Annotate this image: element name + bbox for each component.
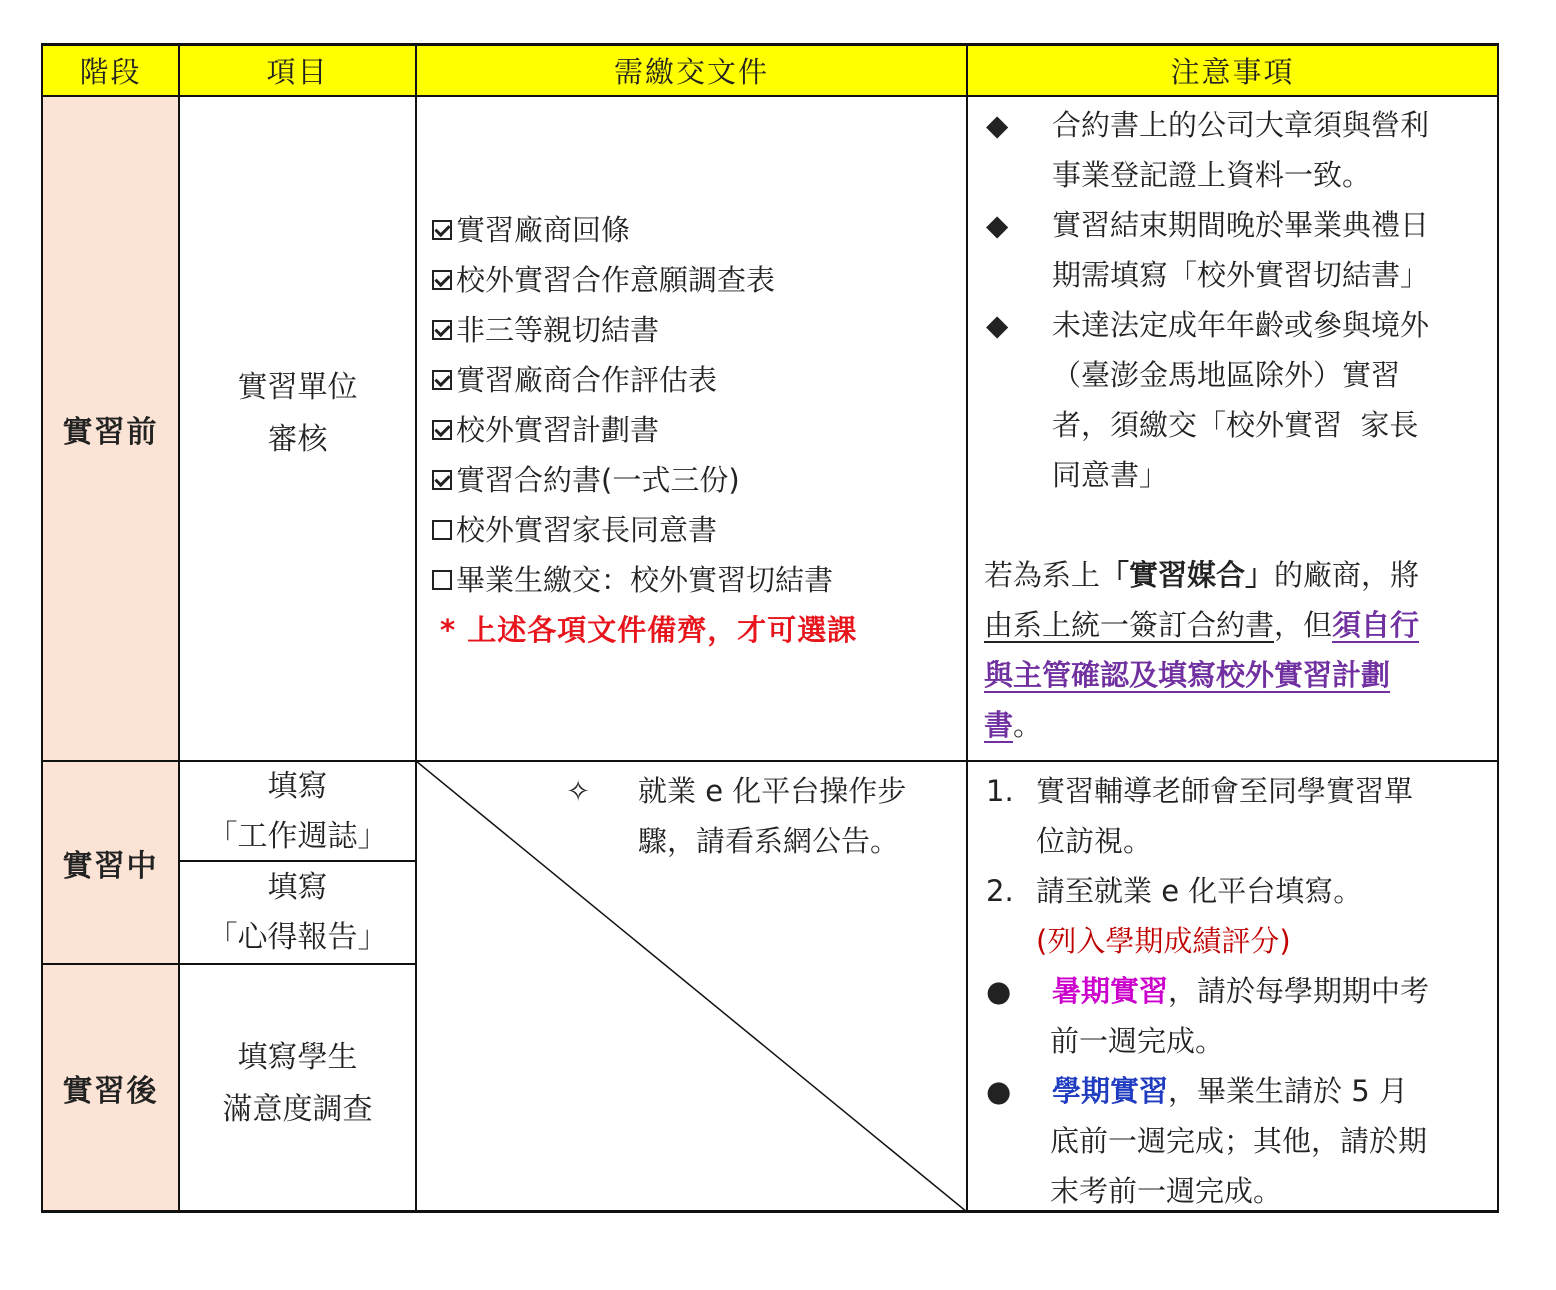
document-item — [432, 205, 962, 255]
documents-list — [432, 205, 962, 655]
border-during-bottom — [41, 963, 416, 965]
header-stage — [42, 44, 179, 96]
document-item-label: 實習廠商合作評估表 — [456, 363, 718, 397]
note-graduation-line1: 實習結束期間晚於畢業典禮日 — [1052, 208, 1430, 242]
notes-before — [984, 100, 1494, 750]
header-notes-label: 注意事項 — [1170, 54, 1295, 89]
border-bottom — [41, 1210, 1499, 1213]
document-item-label: 畢業生繳交：校外實習切結書 — [456, 563, 834, 597]
note-item-minor — [984, 300, 1494, 500]
note-matching-end: 。 — [1013, 708, 1043, 742]
document-item — [432, 555, 962, 605]
border-before-bottom — [41, 760, 1499, 762]
note-summer-line2: 前一週完成。 — [1050, 1024, 1225, 1058]
item-reflection-report — [179, 862, 416, 964]
note-matching-purple-2: 與主管確認及填寫校外實習計劃 — [984, 658, 1391, 692]
stage-before-label: 實習前 — [62, 414, 159, 450]
sparkle-icon: ✧ — [566, 774, 591, 808]
documents-warning: * 上述各項文件備齊，才可選課 — [440, 613, 858, 647]
border-header-bottom — [41, 95, 1499, 97]
note-visit-number: 1. — [986, 774, 1014, 808]
checked-box-icon — [432, 270, 452, 290]
note-seal-line1: 合約書上的公司大章須與營利 — [1052, 108, 1430, 142]
note-platform — [984, 866, 1494, 966]
checked-box-icon — [432, 470, 452, 490]
document-item-label: 校外實習家長同意書 — [456, 513, 718, 547]
diamond-bullet-icon: ◆ — [986, 308, 1009, 342]
stage-after-label: 實習後 — [62, 1074, 159, 1109]
dot-bullet-icon: ● — [986, 1074, 1012, 1108]
checked-box-icon — [432, 370, 452, 390]
note-minor-line1: 未達法定成年年齡或參與境外 — [1052, 308, 1430, 342]
document-item — [432, 305, 962, 355]
unchecked-box-icon — [432, 570, 452, 590]
checked-box-icon — [432, 420, 452, 440]
note-summer — [984, 966, 1494, 1016]
border-left — [41, 43, 43, 1213]
notes-during — [984, 766, 1494, 1216]
note-summer-label: 暑期實習 — [1052, 974, 1169, 1008]
diamond-bullet-icon: ◆ — [986, 108, 1009, 142]
header-stage-label: 階段 — [79, 54, 142, 89]
note-matching-part3: 的廠商，將 — [1274, 558, 1420, 592]
note-matching-part1: 若為系上 — [984, 558, 1101, 592]
note-semester-line3: 末考前一週完成。 — [1050, 1174, 1283, 1208]
note-platform-grade: (列入學期成績評分) — [1036, 924, 1291, 958]
note-semester-line2: 底前一週完成；其他，請於期 — [1050, 1124, 1428, 1158]
header-documents-label: 需繳交文件 — [613, 54, 769, 89]
stage-before — [42, 96, 179, 761]
stage-during — [42, 761, 179, 964]
diamond-bullet-icon: ◆ — [986, 208, 1009, 242]
platform-note-line2: 驟，請看系網公告。 — [638, 824, 900, 858]
note-semester-line1: ，畢業生請於 5 月 — [1168, 1074, 1408, 1108]
note-seal-line2: 事業登記證上資料一致。 — [1052, 158, 1372, 192]
item-unit-review-line1: 實習單位 — [237, 369, 358, 405]
note-visit-line1: 實習輔導老師會至同學實習單 — [1036, 774, 1414, 808]
document-item — [432, 405, 962, 455]
note-minor-line4: 同意書」 — [1052, 458, 1169, 492]
item-satisfaction-survey — [179, 964, 416, 1212]
note-graduation-line2: 期需填寫「校外實習切結書」 — [1052, 258, 1430, 292]
note-visit-line2: 位訪視。 — [1036, 824, 1153, 858]
document-item-label: 校外實習計劃書 — [456, 413, 660, 447]
note-item-seal — [984, 100, 1494, 200]
border-col1 — [178, 43, 180, 1213]
note-matching-keyword: 「實習媒合」 — [1100, 558, 1275, 592]
dot-bullet-icon: ● — [986, 974, 1012, 1008]
note-matching-purple-3: 書 — [984, 708, 1014, 742]
document-item-label: 校外實習合作意願調查表 — [456, 263, 776, 297]
note-item-graduation — [984, 200, 1494, 300]
item-unit-review — [179, 96, 416, 761]
document-item — [432, 505, 962, 555]
item-unit-review-line2: 審核 — [267, 421, 328, 457]
border-right — [1497, 43, 1499, 1213]
item-work-journal-line1: 填寫 — [267, 768, 328, 804]
border-col2 — [415, 43, 417, 1213]
document-item — [432, 455, 962, 505]
item-reflection-report-line1: 填寫 — [267, 870, 328, 905]
note-summer-line1: ，請於每學期期中考 — [1168, 974, 1430, 1008]
note-matching-part5: ，但 — [1274, 608, 1333, 642]
document-item-label: 非三等親切結書 — [456, 313, 660, 347]
stage-during-label: 實習中 — [62, 848, 159, 884]
border-journal-bottom — [179, 860, 416, 862]
document-item-label: 實習合約書(一式三份) — [456, 463, 740, 497]
note-visit — [984, 766, 1494, 866]
stage-after — [42, 964, 179, 1212]
header-notes — [967, 44, 1498, 96]
border-col3 — [966, 43, 968, 1213]
note-platform-line1: 請至就業 e 化平台填寫。 — [1036, 874, 1363, 908]
note-matching — [984, 550, 1494, 750]
item-satisfaction-survey-line2: 滿意度調查 — [222, 1092, 373, 1127]
note-matching-purple-1: 須自行 — [1332, 608, 1420, 642]
document-item — [432, 355, 962, 405]
item-work-journal — [179, 761, 416, 862]
note-semester-label: 學期實習 — [1052, 1074, 1169, 1108]
item-reflection-report-line2: 「心得報告」 — [207, 920, 388, 955]
note-platform-number: 2. — [986, 874, 1014, 908]
document-item-label: 實習廠商回條 — [456, 213, 631, 247]
checked-box-icon — [432, 220, 452, 240]
note-minor-line2: （臺澎金馬地區除外）實習 — [1052, 358, 1401, 392]
platform-note — [560, 766, 960, 866]
note-semester — [984, 1066, 1494, 1116]
header-documents — [416, 44, 967, 96]
header-item — [179, 44, 416, 96]
checked-box-icon — [432, 320, 452, 340]
note-minor-line3: 者，須繳交「校外實習 家長 — [1052, 408, 1419, 442]
header-item-label: 項目 — [266, 54, 329, 89]
document-item — [432, 255, 962, 305]
item-work-journal-line2: 「工作週誌」 — [207, 818, 388, 854]
border-top — [41, 43, 1499, 46]
unchecked-box-icon — [432, 520, 452, 540]
item-satisfaction-survey-line1: 填寫學生 — [237, 1040, 358, 1075]
platform-note-line1: 就業 e 化平台操作步 — [638, 774, 907, 808]
note-matching-underlined: 由系上統一簽訂合約書 — [984, 608, 1275, 642]
